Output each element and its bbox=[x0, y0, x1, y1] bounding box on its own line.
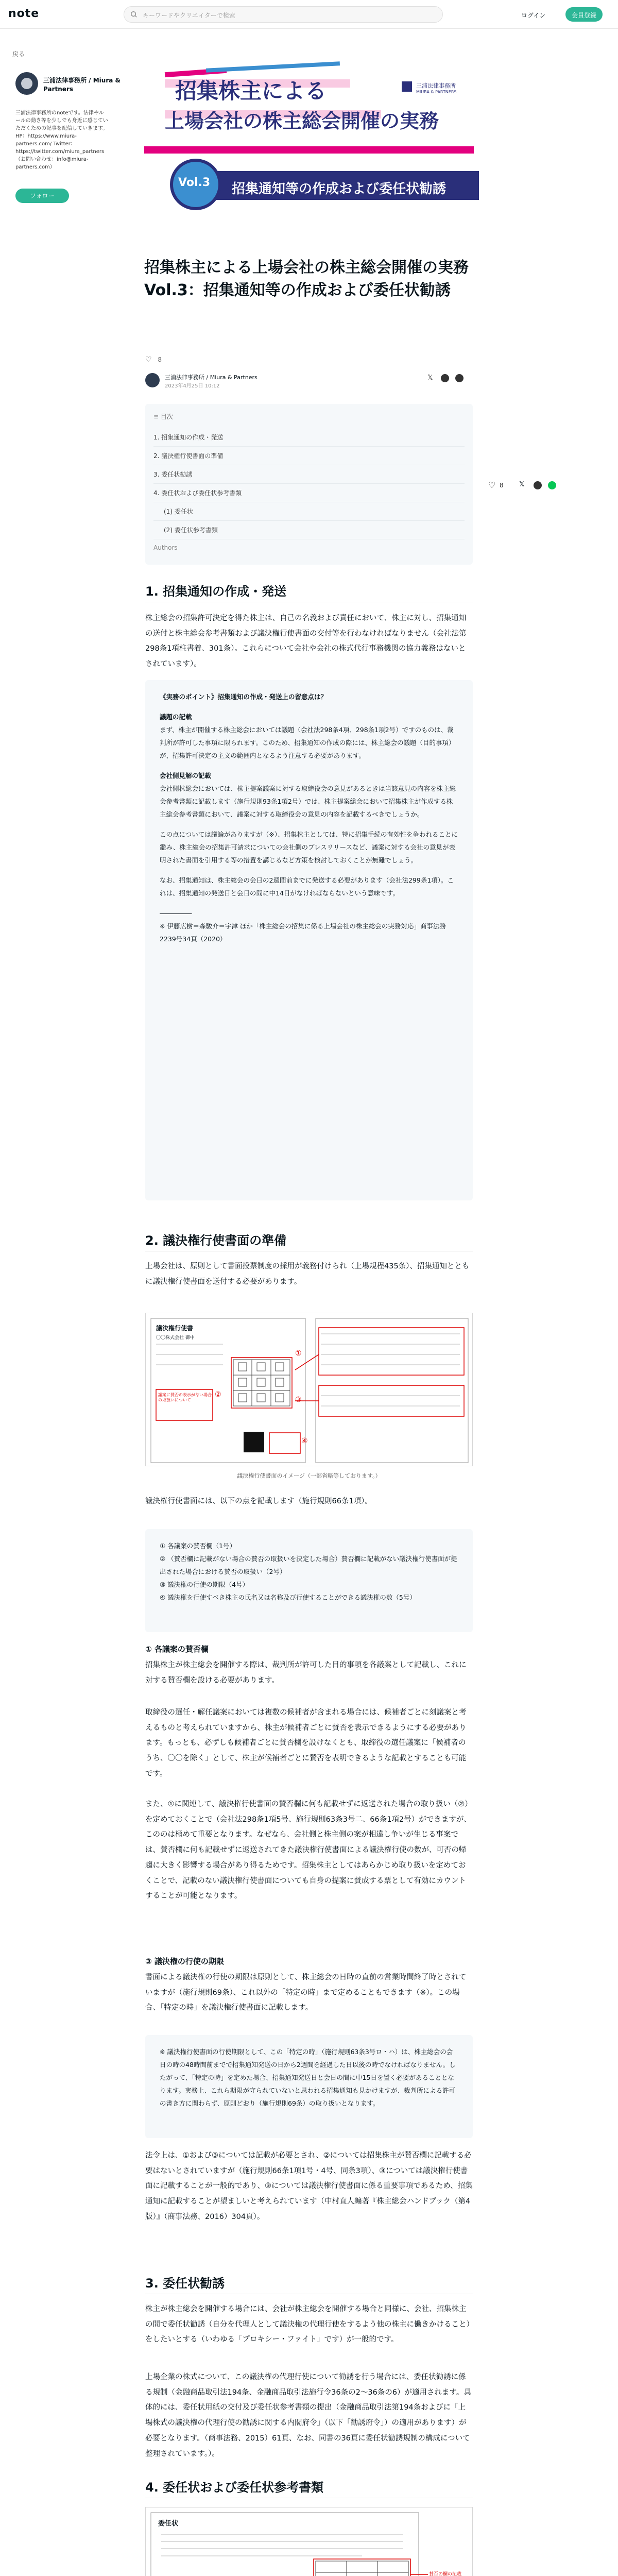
list-item: ③ 議決権の行使の期限（4号） bbox=[160, 1581, 249, 1588]
search-icon bbox=[130, 11, 138, 18]
paragraph: 上場企業の株式について、この議決権の代理行使について勧誘を行う場合には、委任状勧誘に係る規制（金融商品取引法194条、金融商品取引法施行令36条の2〜36条の6）が適用されます。具体的には、委任状用紙の交付及び委任状参考書類の提出（金融商品取引法第194条およびに「上場株式の議決権の代理行使の勧誘に関する内閣府令」（以下「勧誘府令」）の適用があります）が必要となります。（商事法務、2015）61頁、なお、同書の36頁に委任状勧誘規制の構成について整理されています。）。 bbox=[145, 2373, 471, 2458]
paragraph: 株主が株主総会を開催する場合には、会社が株主総会を開催する場合と同様に、会社、招集株主の間で委任状勧誘（自分を代理人として議決権の代理行使をするよう他の株主に働きかけること）をしたいとする（いわゆる「プロキシー・ファイト」です）が一般的です。 bbox=[145, 2305, 470, 2344]
float-like-count: 8 bbox=[500, 482, 504, 489]
figure-mark: ② bbox=[215, 1391, 221, 1399]
login-button[interactable]: ログイン bbox=[521, 12, 546, 19]
paragraph: また、①に関連して、議決権行使書面の賛否欄に何も記載せずに返送された場合の取り扱い（②）を定めておくことで（会社法298条1項5号、施行規則63条3号二、66条1項2号）ができますが、こののは極めて重要となります。なぜなら、会社側と株主側の案が相違し争いが生じる事案では、賛否欄に何も記載せずに返送されてきた議決権行使書面による議決権行使の数が、可否の帰趨に大きく影響する場合があり得るためです。招集株主としてはあらかじめ取り扱いを定めておくことで、記載のない議決権行使書面についても自身の提案に賛成する票として有効にカウントすることが可能となります。 bbox=[145, 1800, 472, 1901]
top-header bbox=[0, 0, 618, 29]
more-options-icon[interactable] bbox=[455, 374, 464, 382]
paragraph: 書面による議決権の行使の期限は原則として、株主総会の日時の直前の営業時間終了時とされていますが（施行規則69条）、これ以外の「特定の時」まで定めることもできます（※）。この場合、「特定の時」を議決権行使書面に記載します。 bbox=[145, 1973, 467, 2012]
box-heading: 会社側見解の記載 bbox=[160, 772, 212, 779]
floating-action-bar bbox=[488, 479, 602, 494]
hero-title-line2: 上場会社の株主総会開催の実務 bbox=[165, 110, 439, 132]
ballot-form-figure bbox=[145, 1313, 473, 1466]
paragraph: 議決権行使書面には、以下の点を記載します（施行規則66条1項）。 bbox=[145, 1497, 372, 1505]
author-bio: 三浦法律事務所のnoteです。法律やルールの動き等を少しでも身近に感じていただくための記事を配信していきます。HP：https://www.miura-partners.com/ Twitter：https://twitter.com/miura_partners（お問い合わせ：info@miura-partners.com） bbox=[15, 110, 108, 170]
float-line-icon[interactable] bbox=[548, 481, 556, 489]
paragraph: 株主総会の招集許可決定を得た株主は、自己の名義および責任において、株主に対し、招集通知の送付と株主総会参考書類および議決権行使書面の交付等を行わなければなりません（会社法第298条1項柱書着、301条）。これらについて会社や会社の株式代行事務機関の協力義務はないとされています）。 bbox=[145, 614, 467, 669]
toc-title-label: 目次 bbox=[160, 413, 173, 420]
author-avatar[interactable] bbox=[15, 72, 38, 95]
section-heading: 3. 委任状勧誘 bbox=[145, 2276, 225, 2291]
meta-author-name[interactable]: 三浦法律事務所 / Miura & Partners bbox=[165, 374, 258, 381]
figure-addressee: 〇〇株式会社 御中 bbox=[156, 1335, 195, 1341]
box-paragraph: この点については議論がありますが（※）、招集株主としては、特に招集手続の有効性を争われることに鑑み、株主総会の招集許可請求についての会社側のプレスリリースなど、議案に対する会社の意見が表明された書面を引用する等の措置を講じるなど方策を検討しておくことが無難でしょう。 bbox=[160, 831, 458, 864]
box-paragraph: まず、株主が開催する株主総会においては議題（会社法298条4項、298条1項2号）ですのものは、裁判所が許可した事項に限られます。このため、招集通知の作成の際には、株主総会の議題（目的事項）が、招集許可決定の主文の範囲内となるよう注意する必要があります。 bbox=[160, 726, 455, 759]
figure-callout: 賛否の欄の記載 bbox=[429, 2572, 462, 2576]
requirements-list bbox=[145, 1529, 473, 1632]
paragraph: 招集株主が株主総会を開催する際は、裁判所が許可した目的事項を各議案として記載し、これに対する賛否欄を設ける必要があります。 bbox=[145, 1661, 467, 1685]
paragraph: 上場会社は、原則として書面投票制度の採用が義務付けられ（上場規程435条）、招集通知とともに議決権行使書面を送付する必要があります。 bbox=[145, 1262, 470, 1286]
signup-button[interactable]: 会員登録 bbox=[565, 7, 603, 22]
subheading: ① 各議案の賛否欄 bbox=[145, 1645, 209, 1654]
toc-item[interactable]: 3. 委任状勧誘 bbox=[153, 465, 465, 484]
toc-item[interactable]: 2. 議決権行使書面の準備 bbox=[153, 447, 465, 465]
like-counter[interactable] bbox=[145, 355, 162, 364]
hero-title-line1: 招集株主による bbox=[175, 78, 327, 104]
figure-title: 議決権行使書 bbox=[156, 1325, 194, 1332]
like-count: 8 bbox=[158, 356, 162, 363]
box-title: 《実務のポイント》招集通知の作成・発送上の留意点は？ bbox=[160, 693, 328, 701]
toc-title bbox=[153, 412, 465, 421]
figure-callout: 議案に賛否の表示がない場合の取扱いについて bbox=[158, 1393, 212, 1403]
back-link[interactable]: 戻る bbox=[12, 50, 25, 58]
toc-item[interactable]: Authors bbox=[153, 544, 178, 551]
search-placeholder: キーワードやクリエイターで検索 bbox=[143, 12, 235, 19]
box-paragraph: なお、招集通知は、株主総会の会日の2週間前までに発送する必要があります（会社法299条1項）。これは、招集通知の発送日と会日の間に中14日がなければならないという意味です。 bbox=[160, 876, 454, 897]
publish-date: 2023年4月25日 10:12 bbox=[165, 383, 220, 389]
box-heading: 議題の記載 bbox=[160, 713, 192, 721]
paragraph: 取締役の選任・解任議案においては複数の候補者が含まれる場合には、候補者ごとに刻議案と考えるものと考えられていますから、株主が候補者ごとに賛否を表示できるようにする必要があります。もっとも、必ずしも候補者ごとに賛否欄を設けなくとも、取締役の選任議案に「候補者のうち、〇〇を除く」として、株主が候補者ごとに賛否を表明できるような記載とすることも可能です。 bbox=[145, 1708, 467, 1778]
subheading: ③ 議決権の行使の期限 bbox=[145, 1957, 224, 1966]
figure-mark: ④ bbox=[301, 1437, 308, 1445]
figure-mark: ① bbox=[295, 1349, 302, 1358]
figure-mark: ③ bbox=[295, 1396, 302, 1404]
float-facebook-icon[interactable] bbox=[534, 481, 542, 489]
note-text: ※ 議決権行使書面の行使期限として、この「特定の時」（施行規則63条3号ロ・ハ）は、株主総会の会日の時の48時間前までで招集通知発送の日から2週間を経過した日以後の時でなければなりません。したがって、「特定の時」を定めた場合、招集通知発送日と会日の間に中15日を置く必要があることとなります。実務上、これら期限が守られていないと思われる招集通知も見かけますが、裁判所による許可の書き方に関わらず、原則どおり（施行規則69条）の取り扱いとなります。 bbox=[160, 2048, 456, 2107]
box-divider: ――――― bbox=[160, 909, 192, 917]
hero-firm-jp: 三浦法律事務所 bbox=[416, 82, 456, 89]
box-note: ※ 伊藤広樹＝森駿介＝宇津 ほか「株主総会の招集に係る上場会社の株主総会の実務対応」商事法務2239号34頁（2020） bbox=[160, 922, 446, 943]
follow-button[interactable]: フォロー bbox=[15, 189, 69, 203]
toc-item[interactable]: 1. 招集通知の作成・発送 bbox=[153, 428, 465, 447]
search-input[interactable] bbox=[124, 6, 443, 23]
note-box bbox=[145, 2035, 473, 2138]
note-logo[interactable]: note bbox=[8, 7, 40, 20]
toc-item[interactable]: (2) 委任状参考書類 bbox=[153, 521, 465, 539]
float-heart-icon[interactable]: ♡ bbox=[488, 480, 496, 490]
box-paragraph: 会社側株総会においては、株主提案議案に対する取締役会の意見があるときは当該意見の内容を株主総会参考書類に記載します（施行規則93条1項2号）では、株主提案総会において招集株主が作成する株主総会参考書類において、議案に対する取締役会の意見の内容を記載するべきでしょうか。 bbox=[160, 785, 456, 818]
section-heading: 1. 招集通知の作成・発送 bbox=[145, 584, 287, 599]
toc-list-icon: ≡ bbox=[153, 413, 161, 420]
paragraph: 法令上は、①および③については記載が必要とされ、②については招集株主が賛否欄に記載する必要はないとされていますが（施行規則66条1項1号・4号、同条3項）、③については議決権行使書面に記載することが一般的であり、③については議決権行使書面に係る重要事項であるため、招集通知に記載することが望ましいと考えられています（中村直人編著『株主総会ハンドブック（第4版）』（商事法務、2016）304頁）。 bbox=[145, 2151, 473, 2221]
facebook-share-icon[interactable] bbox=[441, 374, 449, 382]
float-x-icon[interactable]: 𝕏 bbox=[519, 481, 525, 488]
proxy-form-figure bbox=[145, 2507, 473, 2576]
hero-vol: Vol.3 bbox=[178, 176, 211, 189]
section-heading: 4. 委任状および委任状参考書類 bbox=[145, 2480, 324, 2495]
figure-caption: 議決権行使書面のイメージ（一部省略等しております。） bbox=[237, 1472, 381, 1479]
share-icons bbox=[410, 374, 472, 384]
figure-title: 委任状 bbox=[158, 2520, 179, 2528]
x-share-icon[interactable]: 𝕏 bbox=[427, 374, 433, 382]
meta-author-avatar[interactable] bbox=[145, 373, 160, 387]
hero-firm-en: MIURA & PARTNERS bbox=[416, 90, 457, 94]
author-name[interactable]: 三浦法律事務所 / Miura & Partners bbox=[43, 77, 121, 93]
practice-point-box bbox=[145, 680, 473, 1200]
section-heading: 2. 議決権行使書面の準備 bbox=[145, 1233, 287, 1248]
list-item: ② （賛否欄に記載がない場合の賛否の取扱いを決定した場合）賛否欄に記載がない議決権行使書面が提出された場合における賛否の取扱い（2号） bbox=[160, 1555, 457, 1575]
toc-item[interactable]: 4. 委任状および委任状参考書類 bbox=[153, 484, 465, 502]
table-of-contents bbox=[145, 404, 473, 565]
list-item: ④ 議決権を行使すべき株主の氏名又は名称及び行使することができる議決権の数（5号） bbox=[160, 1594, 416, 1601]
toc-item[interactable]: (1) 委任状 bbox=[153, 502, 465, 521]
heart-icon[interactable]: ♡ bbox=[145, 355, 152, 364]
list-item: ① 各議案の賛否欄（1号） bbox=[160, 1542, 236, 1550]
hero-subtitle: 招集通知等の作成および委任状勧誘 bbox=[232, 181, 447, 197]
article-title: 招集株主による上場会社の株主総会開催の実務 Vol.3：招集通知等の作成および委任状勧誘 bbox=[144, 259, 469, 299]
hero-image bbox=[134, 49, 484, 235]
